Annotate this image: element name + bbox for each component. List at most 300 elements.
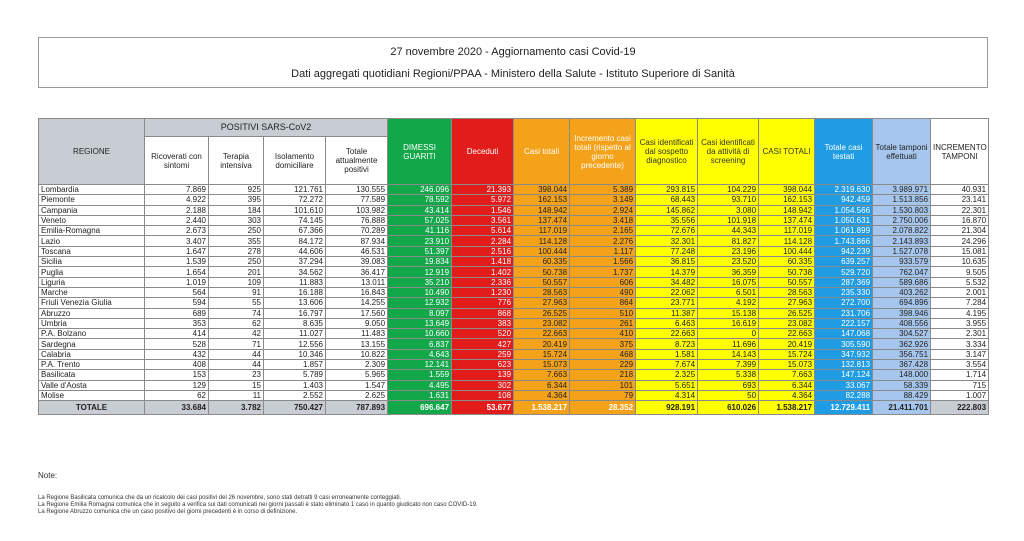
cell-dimessi: 6.837 — [388, 339, 452, 349]
cell-isolamento: 10.346 — [264, 349, 326, 359]
cell-incremento-tamponi: 2.001 — [931, 287, 989, 297]
cell-tamponi: 398.946 — [873, 308, 931, 318]
cell-casi-totali: 148.942 — [514, 205, 570, 215]
cell-terapia: 355 — [209, 236, 264, 246]
cell-ricoverati: 1.647 — [145, 246, 209, 256]
cell-regione: Abruzzo — [39, 308, 145, 318]
cell-terapia: 91 — [209, 287, 264, 297]
cell-deceduti: 259 — [452, 349, 514, 359]
cell-screening: 0 — [698, 329, 759, 339]
cell-casi-testati: 529.720 — [815, 267, 873, 277]
total-cell-incremento-tamponi: 222.803 — [931, 401, 989, 415]
cell-ricoverati: 1.539 — [145, 257, 209, 267]
cell-terapia: 250 — [209, 257, 264, 267]
cell-dimessi: 12.932 — [388, 298, 452, 308]
cell-isolamento: 74.145 — [264, 215, 326, 225]
cell-isolamento: 12.556 — [264, 339, 326, 349]
table-row — [39, 349, 989, 359]
cell-screening: 693 — [698, 380, 759, 390]
cell-incremento-casi: 229 — [570, 360, 636, 370]
cell-screening: 23.520 — [698, 257, 759, 267]
cell-incremento-casi: 1.737 — [570, 267, 636, 277]
cell-regione: Sardegna — [39, 339, 145, 349]
total-cell-casi-totali: 1.538.217 — [514, 401, 570, 415]
total-cell-casi-testati: 12.729.411 — [815, 401, 873, 415]
cell-isolamento: 16.797 — [264, 308, 326, 318]
cell-screening: 44.343 — [698, 226, 759, 236]
cell-dimessi: 4.495 — [388, 380, 452, 390]
cell-casi-totali: 162.153 — [514, 195, 570, 205]
cell-incremento-tamponi: 40.931 — [931, 185, 989, 195]
cell-casi-testati: 33.067 — [815, 380, 873, 390]
cell-tamponi: 2.750.006 — [873, 215, 931, 225]
cell-totale-positivi: 77.589 — [326, 195, 388, 205]
cell-sospetto: 5.651 — [636, 380, 698, 390]
cell-terapia: 250 — [209, 226, 264, 236]
table-row — [39, 267, 989, 277]
cell-incremento-tamponi: 23.141 — [931, 195, 989, 205]
cell-incremento-tamponi: 3.554 — [931, 360, 989, 370]
cell-deceduti: 776 — [452, 298, 514, 308]
cell-screening: 16.075 — [698, 277, 759, 287]
cell-deceduti: 1.546 — [452, 205, 514, 215]
table-row — [39, 287, 989, 297]
cell-terapia: 184 — [209, 205, 264, 215]
cell-casi-testati: 942.459 — [815, 195, 873, 205]
cell-screening: 23.196 — [698, 246, 759, 256]
table-row — [39, 360, 989, 370]
cell-terapia: 925 — [209, 185, 264, 195]
cell-regione: Emilia-Romagna — [39, 226, 145, 236]
cell-incremento-casi: 79 — [570, 390, 636, 400]
header-incremento-casi: Incremento casi totali (rispetto al giorno precedente) — [570, 119, 636, 185]
table-row — [39, 339, 989, 349]
cell-screening: 15.138 — [698, 308, 759, 318]
cell-deceduti: 520 — [452, 329, 514, 339]
cell-screening: 5.338 — [698, 370, 759, 380]
cell-incremento-tamponi: 2.301 — [931, 329, 989, 339]
cell-tamponi: 58.339 — [873, 380, 931, 390]
cell-screening: 93.710 — [698, 195, 759, 205]
cell-terapia: 71 — [209, 339, 264, 349]
cell-deceduti: 5.614 — [452, 226, 514, 236]
total-cell-casi-totali-2: 1.538.217 — [759, 401, 815, 415]
cell-regione: Veneto — [39, 215, 145, 225]
cell-casi-totali: 50.557 — [514, 277, 570, 287]
cell-casi-totali: 15.073 — [514, 360, 570, 370]
cell-sospetto: 1.581 — [636, 349, 698, 359]
cell-ricoverati: 2.440 — [145, 215, 209, 225]
total-cell-isolamento: 750.427 — [264, 401, 326, 415]
cell-totale-positivi: 130.555 — [326, 185, 388, 195]
cell-deceduti: 623 — [452, 360, 514, 370]
table-row — [39, 318, 989, 328]
cell-sospetto: 6.463 — [636, 318, 698, 328]
cell-sospetto: 11.387 — [636, 308, 698, 318]
cell-tamponi: 1.530.803 — [873, 205, 931, 215]
cell-ricoverati: 564 — [145, 287, 209, 297]
cell-regione: Friuli Venezia Giulia — [39, 298, 145, 308]
cell-sospetto: 68.443 — [636, 195, 698, 205]
cell-casi-totali-2: 60.335 — [759, 257, 815, 267]
cell-dimessi: 78.592 — [388, 195, 452, 205]
cell-incremento-casi: 218 — [570, 370, 636, 380]
cell-casi-totali: 23.082 — [514, 318, 570, 328]
cell-sospetto: 145.862 — [636, 205, 698, 215]
cell-ricoverati: 153 — [145, 370, 209, 380]
cell-incremento-tamponi: 22.301 — [931, 205, 989, 215]
cell-totale-positivi: 76.888 — [326, 215, 388, 225]
cell-tamponi: 356.751 — [873, 349, 931, 359]
cell-tamponi: 694.896 — [873, 298, 931, 308]
cell-casi-totali: 27.963 — [514, 298, 570, 308]
cell-casi-testati: 1.061.899 — [815, 226, 873, 236]
cell-casi-totali-2: 23.082 — [759, 318, 815, 328]
cell-tamponi: 367.428 — [873, 360, 931, 370]
cell-totale-positivi: 9.050 — [326, 318, 388, 328]
cell-casi-totali: 114.128 — [514, 236, 570, 246]
cell-screening: 7.399 — [698, 360, 759, 370]
cell-sospetto: 22.062 — [636, 287, 698, 297]
cell-regione: Sicilia — [39, 257, 145, 267]
header-positivi-group: POSITIVI SARS-CoV2 — [145, 119, 388, 137]
cell-incremento-tamponi: 5.532 — [931, 277, 989, 287]
cell-regione: Valle d'Aosta — [39, 380, 145, 390]
cell-terapia: 23 — [209, 370, 264, 380]
cell-casi-totali-2: 28.563 — [759, 287, 815, 297]
cell-casi-testati: 147.068 — [815, 329, 873, 339]
cell-screening: 36.359 — [698, 267, 759, 277]
cell-terapia: 62 — [209, 318, 264, 328]
cell-sospetto: 23.771 — [636, 298, 698, 308]
cell-dimessi: 10.660 — [388, 329, 452, 339]
cell-deceduti: 108 — [452, 390, 514, 400]
cell-ricoverati: 62 — [145, 390, 209, 400]
cell-screening: 50 — [698, 390, 759, 400]
total-cell-totale-positivi: 787.893 — [326, 401, 388, 415]
cell-sospetto: 77.248 — [636, 246, 698, 256]
cell-regione: Lombardia — [39, 185, 145, 195]
cell-ricoverati: 129 — [145, 380, 209, 390]
cell-sospetto: 7.674 — [636, 360, 698, 370]
cell-tamponi: 933.579 — [873, 257, 931, 267]
cell-casi-totali-2: 4.364 — [759, 390, 815, 400]
cell-deceduti: 3.561 — [452, 215, 514, 225]
cell-isolamento: 5.789 — [264, 370, 326, 380]
cell-ricoverati: 1.019 — [145, 277, 209, 287]
cell-incremento-tamponi: 10.635 — [931, 257, 989, 267]
cell-incremento-casi: 864 — [570, 298, 636, 308]
table-row — [39, 257, 989, 267]
cell-isolamento: 16.188 — [264, 287, 326, 297]
cell-dimessi: 41.116 — [388, 226, 452, 236]
cell-sospetto: 2.325 — [636, 370, 698, 380]
cell-regione: Puglia — [39, 267, 145, 277]
cell-tamponi: 1.527.078 — [873, 246, 931, 256]
cell-tamponi: 589.686 — [873, 277, 931, 287]
cell-incremento-casi: 410 — [570, 329, 636, 339]
cell-incremento-casi: 606 — [570, 277, 636, 287]
cell-totale-positivi: 70.289 — [326, 226, 388, 236]
table-row — [39, 236, 989, 246]
cell-sospetto: 34.482 — [636, 277, 698, 287]
table-row — [39, 370, 989, 380]
cell-totale-positivi: 87.934 — [326, 236, 388, 246]
cell-casi-totali-2: 100.444 — [759, 246, 815, 256]
cell-casi-totali-2: 117.019 — [759, 226, 815, 236]
table-row — [39, 205, 989, 215]
cell-totale-positivi: 5.965 — [326, 370, 388, 380]
cell-incremento-tamponi: 21.304 — [931, 226, 989, 236]
cell-sospetto: 22.663 — [636, 329, 698, 339]
notes-label: Note: — [38, 471, 58, 480]
cell-sospetto: 35.556 — [636, 215, 698, 225]
cell-isolamento: 84.172 — [264, 236, 326, 246]
cell-incremento-casi: 2.924 — [570, 205, 636, 215]
cell-casi-totali: 26.525 — [514, 308, 570, 318]
cell-casi-totali: 7.663 — [514, 370, 570, 380]
cell-ricoverati: 408 — [145, 360, 209, 370]
cell-sospetto: 36.815 — [636, 257, 698, 267]
table-row — [39, 246, 989, 256]
cell-sospetto: 293.815 — [636, 185, 698, 195]
cell-casi-totali: 15.724 — [514, 349, 570, 359]
cell-isolamento: 1.857 — [264, 360, 326, 370]
cell-casi-totali: 137.474 — [514, 215, 570, 225]
cell-casi-totali-2: 6.344 — [759, 380, 815, 390]
cell-incremento-casi: 5.389 — [570, 185, 636, 195]
cell-regione: Liguria — [39, 277, 145, 287]
total-row — [39, 401, 989, 415]
cell-dimessi: 35.210 — [388, 277, 452, 287]
total-cell-ricoverati: 33.684 — [145, 401, 209, 415]
cell-sospetto: 8.723 — [636, 339, 698, 349]
cell-incremento-tamponi: 3.334 — [931, 339, 989, 349]
cell-tamponi: 408.556 — [873, 318, 931, 328]
cell-sospetto: 72.676 — [636, 226, 698, 236]
cell-terapia: 11 — [209, 390, 264, 400]
cell-sospetto: 14.379 — [636, 267, 698, 277]
cell-isolamento: 72.272 — [264, 195, 326, 205]
note-line: La Regione Abruzzo comunica che un caso positivo dei giorni precedenti è in corso di definizione. — [38, 509, 298, 515]
cell-totale-positivi: 17.560 — [326, 308, 388, 318]
cell-casi-totali: 28.563 — [514, 287, 570, 297]
cell-casi-totali-2: 50.738 — [759, 267, 815, 277]
cell-incremento-tamponi: 1.714 — [931, 370, 989, 380]
cell-screening: 16.619 — [698, 318, 759, 328]
cell-casi-totali-2: 137.474 — [759, 215, 815, 225]
cell-totale-positivi: 36.417 — [326, 267, 388, 277]
header-regione: REGIONE — [39, 119, 145, 185]
table-row — [39, 226, 989, 236]
cell-terapia: 74 — [209, 308, 264, 318]
cell-tamponi: 1.513.856 — [873, 195, 931, 205]
cell-terapia: 395 — [209, 195, 264, 205]
cell-tamponi: 762.047 — [873, 267, 931, 277]
cell-casi-testati: 2.319.630 — [815, 185, 873, 195]
header-tamponi: Totale tamponi effettuati — [873, 119, 931, 185]
total-cell-screening: 610.026 — [698, 401, 759, 415]
note-line: La Regione Emilia Romagna comunica che in seguito a verifica sui dati comunicati nei giorni passati è stato eliminato 1 caso in quanto giudicato non caso COVID-19. — [38, 502, 478, 508]
total-cell-regione: TOTALE — [39, 401, 145, 415]
cell-screening: 6.501 — [698, 287, 759, 297]
cell-regione: Piemonte — [39, 195, 145, 205]
cell-totale-positivi: 14.255 — [326, 298, 388, 308]
cell-totale-positivi: 10.822 — [326, 349, 388, 359]
report-title-box — [38, 37, 988, 88]
cell-ricoverati: 2.188 — [145, 205, 209, 215]
total-cell-tamponi: 21.411.701 — [873, 401, 931, 415]
covid-data-table — [38, 118, 989, 415]
cell-totale-positivi: 13.011 — [326, 277, 388, 287]
total-cell-incremento-casi: 28.352 — [570, 401, 636, 415]
table-row — [39, 329, 989, 339]
cell-totale-positivi: 1.547 — [326, 380, 388, 390]
cell-incremento-casi: 2.165 — [570, 226, 636, 236]
cell-casi-testati: 222.157 — [815, 318, 873, 328]
cell-terapia: 55 — [209, 298, 264, 308]
cell-isolamento: 13.606 — [264, 298, 326, 308]
cell-casi-totali-2: 50.557 — [759, 277, 815, 287]
cell-casi-totali: 60.335 — [514, 257, 570, 267]
cell-regione: Marche — [39, 287, 145, 297]
cell-screening: 4.192 — [698, 298, 759, 308]
cell-incremento-tamponi: 4.195 — [931, 308, 989, 318]
cell-casi-totali-2: 15.073 — [759, 360, 815, 370]
cell-casi-testati: 231.706 — [815, 308, 873, 318]
cell-dimessi: 1.559 — [388, 370, 452, 380]
cell-terapia: 109 — [209, 277, 264, 287]
cell-incremento-casi: 3.149 — [570, 195, 636, 205]
cell-casi-totali-2: 26.525 — [759, 308, 815, 318]
cell-casi-testati: 147.124 — [815, 370, 873, 380]
cell-screening: 101.918 — [698, 215, 759, 225]
cell-totale-positivi: 46.531 — [326, 246, 388, 256]
cell-ricoverati: 432 — [145, 349, 209, 359]
cell-casi-totali: 50.738 — [514, 267, 570, 277]
cell-casi-testati: 1.743.866 — [815, 236, 873, 246]
cell-casi-totali-2: 20.419 — [759, 339, 815, 349]
cell-incremento-casi: 2.276 — [570, 236, 636, 246]
cell-regione: Basilicata — [39, 370, 145, 380]
cell-screening: 11.696 — [698, 339, 759, 349]
cell-casi-testati: 132.813 — [815, 360, 873, 370]
cell-incremento-tamponi: 715 — [931, 380, 989, 390]
table-row — [39, 298, 989, 308]
cell-sospetto: 32.301 — [636, 236, 698, 246]
cell-casi-testati: 287.369 — [815, 277, 873, 287]
cell-incremento-casi: 468 — [570, 349, 636, 359]
cell-casi-totali: 398.044 — [514, 185, 570, 195]
cell-incremento-tamponi: 3.147 — [931, 349, 989, 359]
cell-dimessi: 19.834 — [388, 257, 452, 267]
cell-ricoverati: 3.407 — [145, 236, 209, 246]
cell-casi-totali-2: 7.663 — [759, 370, 815, 380]
cell-totale-positivi: 103.982 — [326, 205, 388, 215]
cell-totale-positivi: 39.083 — [326, 257, 388, 267]
cell-deceduti: 2.284 — [452, 236, 514, 246]
note-line: La Regione Basilicata comunica che da un ricalcolo dei casi positivi del 26 novembre, sono stati detratti 9 casi erroneamente conteggiati. — [38, 495, 402, 501]
cell-deceduti: 1.230 — [452, 287, 514, 297]
cell-terapia: 303 — [209, 215, 264, 225]
cell-ricoverati: 353 — [145, 318, 209, 328]
cell-tamponi: 88.429 — [873, 390, 931, 400]
cell-dimessi: 4.643 — [388, 349, 452, 359]
cell-isolamento: 34.562 — [264, 267, 326, 277]
header-casi-totali: Casi totali — [514, 119, 570, 185]
cell-casi-testati: 942.239 — [815, 246, 873, 256]
cell-incremento-casi: 261 — [570, 318, 636, 328]
cell-tamponi: 3.989.971 — [873, 185, 931, 195]
cell-regione: Umbria — [39, 318, 145, 328]
cell-tamponi: 403.262 — [873, 287, 931, 297]
cell-deceduti: 2.336 — [452, 277, 514, 287]
cell-totale-positivi: 11.483 — [326, 329, 388, 339]
cell-dimessi: 12.919 — [388, 267, 452, 277]
cell-incremento-casi: 3.418 — [570, 215, 636, 225]
cell-terapia: 44 — [209, 349, 264, 359]
header-casi-totali-2: CASI TOTALI — [759, 119, 815, 185]
cell-dimessi: 51.397 — [388, 246, 452, 256]
cell-totale-positivi: 2.625 — [326, 390, 388, 400]
cell-isolamento: 44.606 — [264, 246, 326, 256]
cell-incremento-casi: 490 — [570, 287, 636, 297]
header-totale-positivi: Totale attualmente positivi — [326, 137, 388, 185]
cell-screening: 104.229 — [698, 185, 759, 195]
cell-regione: P.A. Bolzano — [39, 329, 145, 339]
cell-incremento-tamponi: 16.870 — [931, 215, 989, 225]
cell-regione: Calabria — [39, 349, 145, 359]
cell-ricoverati: 594 — [145, 298, 209, 308]
cell-dimessi: 246.096 — [388, 185, 452, 195]
cell-incremento-tamponi: 7.284 — [931, 298, 989, 308]
cell-deceduti: 868 — [452, 308, 514, 318]
cell-casi-testati: 235.330 — [815, 287, 873, 297]
cell-isolamento: 2.552 — [264, 390, 326, 400]
cell-incremento-tamponi: 9.505 — [931, 267, 989, 277]
cell-tamponi: 2.078.822 — [873, 226, 931, 236]
cell-isolamento: 37.294 — [264, 257, 326, 267]
cell-ricoverati: 4.922 — [145, 195, 209, 205]
cell-casi-totali-2: 398.044 — [759, 185, 815, 195]
table-row — [39, 308, 989, 318]
cell-deceduti: 302 — [452, 380, 514, 390]
cell-isolamento: 11.883 — [264, 277, 326, 287]
cell-incremento-casi: 375 — [570, 339, 636, 349]
header-dimessi: DIMESSI GUARITI — [388, 119, 452, 185]
cell-incremento-tamponi: 1.007 — [931, 390, 989, 400]
cell-ricoverati: 528 — [145, 339, 209, 349]
total-cell-deceduti: 53.677 — [452, 401, 514, 415]
total-cell-terapia: 3.782 — [209, 401, 264, 415]
cell-dimessi: 8.097 — [388, 308, 452, 318]
cell-totale-positivi: 16.843 — [326, 287, 388, 297]
cell-casi-totali-2: 148.942 — [759, 205, 815, 215]
cell-casi-totali: 4.364 — [514, 390, 570, 400]
cell-tamponi: 2.143.893 — [873, 236, 931, 246]
cell-isolamento: 67.366 — [264, 226, 326, 236]
cell-incremento-casi: 1.117 — [570, 246, 636, 256]
cell-incremento-tamponi: 3.955 — [931, 318, 989, 328]
cell-terapia: 42 — [209, 329, 264, 339]
cell-deceduti: 139 — [452, 370, 514, 380]
cell-casi-testati: 639.257 — [815, 257, 873, 267]
cell-terapia: 15 — [209, 380, 264, 390]
header-casi-testati: Totale casi testati — [815, 119, 873, 185]
report-subtitle: Dati aggregati quotidiani Regioni/PPAA - Ministero della Salute - Istituto Superiore di Sanità — [291, 68, 735, 80]
cell-isolamento: 8.635 — [264, 318, 326, 328]
cell-regione: Lazio — [39, 236, 145, 246]
